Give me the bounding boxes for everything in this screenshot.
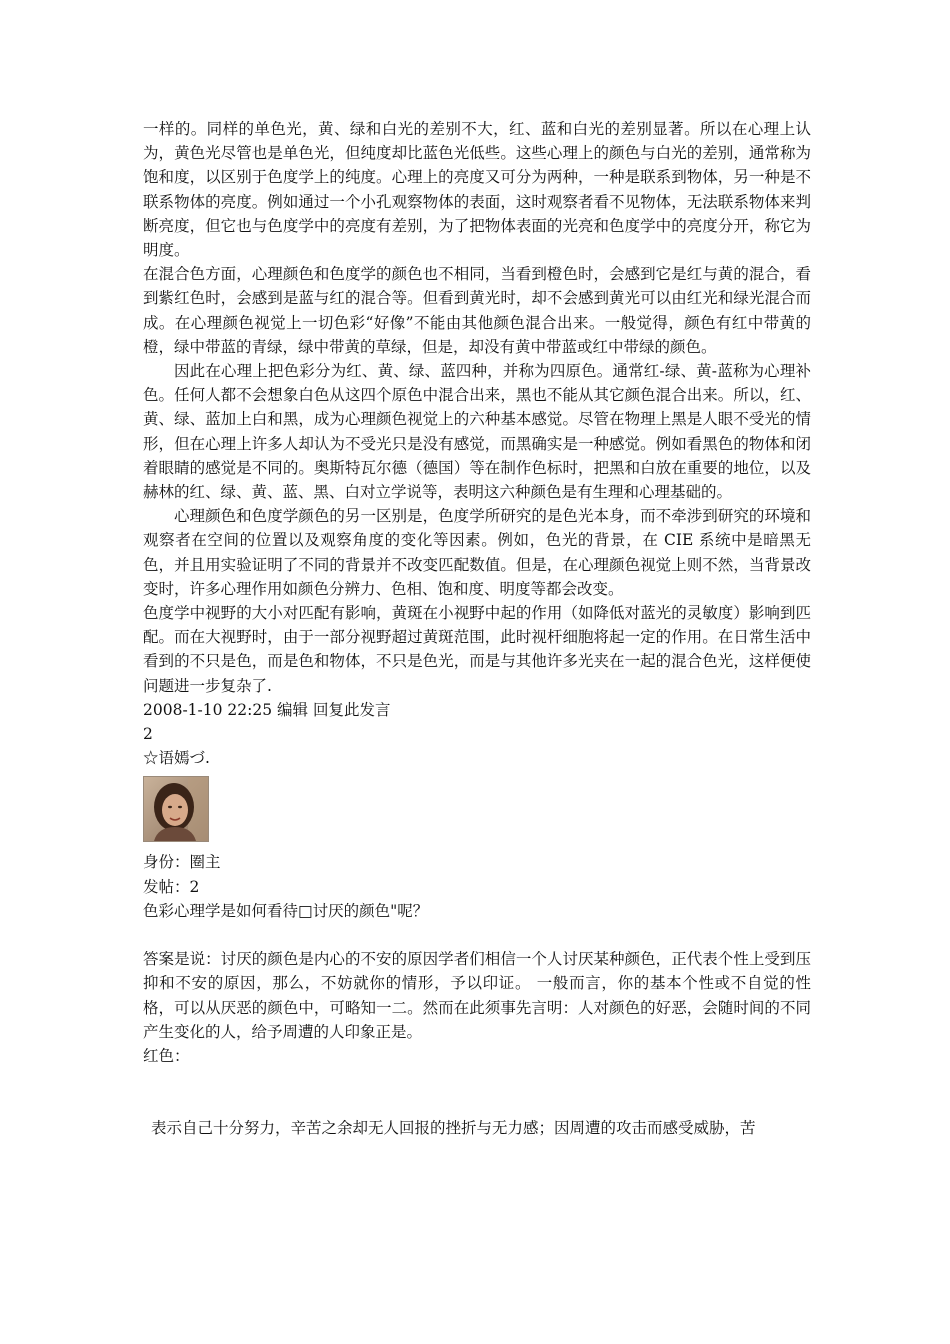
reply-link[interactable]: 回复此发言 xyxy=(313,700,391,719)
red-description: 表示自己十分努力，辛苦之余却无人回报的挫折与无力感；因周遭的攻击而感受威胁，苦 xyxy=(151,1119,756,1138)
edit-link[interactable]: 编辑 xyxy=(277,700,309,719)
article-paragraph-4: 心理颜色和色度学颜色的另一区别是，色度学所研究的是色光本身，而不牵涉到研究的环境和观察者在空间的位置以及观察角度的变化等因素。例如，色光的背景，在 CIE 系统中是暗黑无色，并且用实验证明了不同的背景并不改变匹配数值。但是，在心理颜色视觉上则不然，当背景改变时，许多心理作用如颜色分辨力、色相、饱和度、明度等都会改变。 xyxy=(143,507,811,598)
reply-role xyxy=(143,850,811,874)
spacer xyxy=(143,923,811,947)
reply-floor-number: 2 xyxy=(143,725,153,744)
article-paragraph-3: 因此在心理上把色彩分为红、黄、绿、蓝四种，并称为四原色。通常红-绿、黄-蓝称为心理补色。任何人都不会想象白色从这四个原色中混合出来，黑也不能从其它颜色混合出来。所以，红、黄、绿、蓝加上白和黑，成为心理颜色视觉上的六种基本感觉。尽管在物理上黑是人眼不受光的情形，但在心理上许多人却认为不受光只是没有感觉，而黑确实是一种感觉。例如看黑色的物体和闭着眼睛的感觉是不同的。奥斯特瓦尔德（德国）等在制作色标时，把黑和白放在重要的地位，以及赫林的红、绿、黄、蓝、黑、白对立学说等，表明这六种颜色是有生理和心理基础的。 xyxy=(143,362,811,502)
article-paragraph-2: 在混合色方面，心理颜色和色度学的颜色也不相同，当看到橙色时，会感到它是红与黄的混合，看到紫红色时，会感到是蓝与红的混合等。但看到黄光时，却不会感到黄光可以由红光和绿光混合而成。在心理颜色视觉上一切色彩“好像”不能由其他颜色混合出来。一般觉得，颜色有红中带黄的橙，绿中带蓝的青绿，绿中带黄的草绿，但是，却没有黄中带蓝或红中带绿的颜色。 xyxy=(143,265,811,356)
document-page xyxy=(143,117,811,1140)
spacer xyxy=(143,1068,811,1116)
avatar xyxy=(143,776,209,842)
post-timestamp: 2008-1-10 22:25 xyxy=(143,700,273,719)
post-meta xyxy=(143,698,811,722)
reply-body: 答案是说：讨厌的颜色是内心的不安的原因学者们相信一个人讨厌某种颜色，正代表个性上受到压抑和不安的原因，那么，不妨就你的情形，予以印证。 一般而言，你的基本个性或不自觉的性格，可以从厌恶的颜色中，可略知一二。然而在此须事先言明：人对颜色的好恶，会随时间的不同产生变化的人，给予周遭的人印象正是。 xyxy=(143,950,811,1041)
role-value: 圈主 xyxy=(189,853,221,872)
article-paragraph-5: 色度学中视野的大小对匹配有影响，黄斑在小视野中起的作用（如降低对蓝光的灵敏度）影响到匹配。而在大视野时，由于一部分视野超过黄斑范围，此时视杆细胞将起一定的作用。在日常生活中看到的不只是色，而是色和物体，不只是色光，而是与其他许多光夹在一起的混合色光，这样便使问题进一步复杂了. xyxy=(143,604,811,695)
posts-label: 发帖： xyxy=(143,877,190,896)
reply-username[interactable]: ☆语嫣づ. xyxy=(143,749,210,768)
reply-title: 色彩心理学是如何看待□讨厌的颜色"呢？ xyxy=(143,901,429,920)
role-label: 身份： xyxy=(143,853,190,872)
posts-value: 2 xyxy=(189,877,200,896)
reply-post-count xyxy=(143,875,811,899)
article-paragraph-1: 一样的。同样的单色光，黄、绿和白光的差别不大，红、蓝和白光的差别显著。所以在心理上认为，黄色光尽管也是单色光，但纯度却比蓝色光低些。这些心理上的颜色与白光的差别，通常称为饱和度，以区别于色度学上的纯度。心理上的亮度又可分为两种，一种是联系到物体，另一种是不联系物体的亮度。例如通过一个小孔观察物体的表面，这时观察者看不见物体，无法联系物体来判断亮度，但它也与色度学中的亮度有差别，为了把物体表面的光亮和色度学中的亮度分开，称它为明度。 xyxy=(143,120,811,260)
red-heading: 红色： xyxy=(143,1046,190,1065)
